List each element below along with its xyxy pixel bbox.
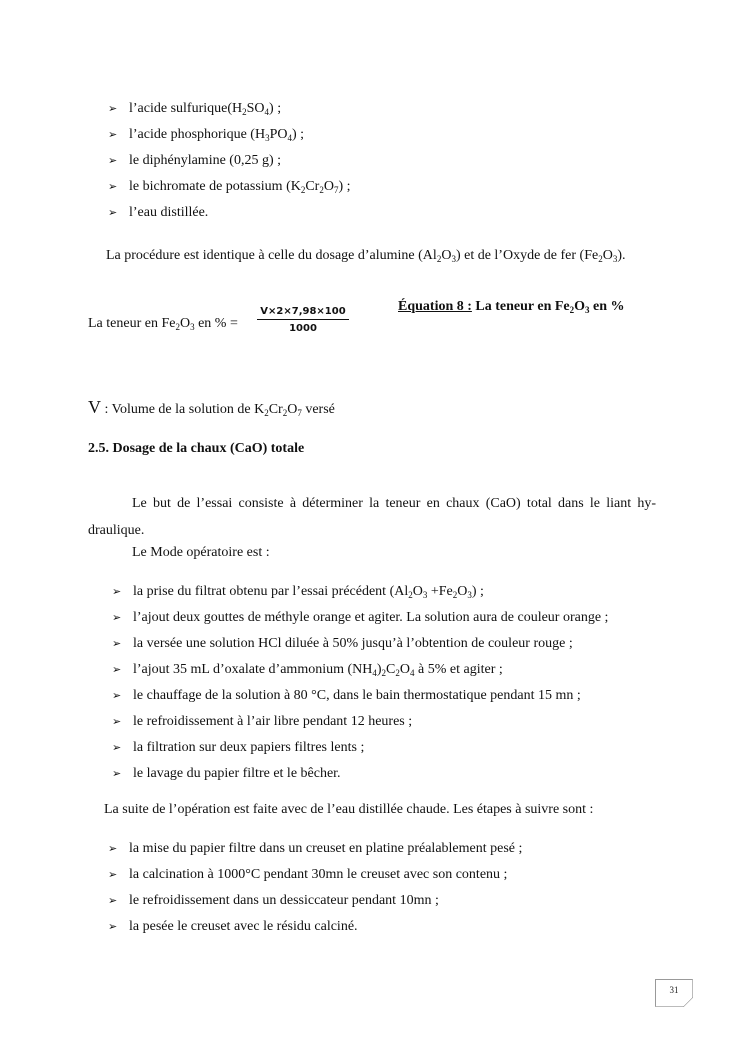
arrow-bullet-icon: ➢ bbox=[108, 920, 118, 933]
arrow-bullet-icon: ➢ bbox=[108, 102, 118, 115]
arrow-bullet-icon: ➢ bbox=[112, 741, 122, 754]
intro-paragraph: Le but de l’essai consiste à déterminer la teneur en chaux (CaO) total dans le liant hy-draulique. bbox=[88, 496, 656, 538]
list-item-text: l’ajout deux gouttes de méthyle orange et agiter. La solution aura de couleur orange ; bbox=[133, 610, 609, 625]
list-item-text: le refroidissement à l’air libre pendant 12 heures ; bbox=[133, 714, 413, 729]
list-item-text: l’eau distillée. bbox=[129, 205, 209, 220]
arrow-bullet-icon: ➢ bbox=[108, 180, 118, 193]
arrow-bullet-icon: ➢ bbox=[112, 611, 122, 624]
arrow-bullet-icon: ➢ bbox=[112, 637, 122, 650]
list-item-text: la versée une solution HCl diluée à 50% jusqu’à l’obtention de couleur rouge ; bbox=[133, 636, 573, 651]
formula-numerator: V×2×7,98×100 bbox=[257, 306, 349, 320]
suite-paragraph: La suite de l’opération est faite avec de l’eau distillée chaude. Les étapes à suivre sont : bbox=[104, 802, 594, 817]
list-item-text: la mise du papier filtre dans un creuset en platine préalablement pesé ; bbox=[129, 841, 523, 856]
list-item-text: la pesée le creuset avec le résidu calciné. bbox=[129, 919, 358, 934]
arrow-bullet-icon: ➢ bbox=[108, 154, 118, 167]
arrow-bullet-icon: ➢ bbox=[112, 663, 122, 676]
page-fold-corner bbox=[683, 997, 693, 1007]
list-item-text: le chauffage de la solution à 80 °C, dans le bain thermostatique pendant 15 mn ; bbox=[133, 688, 581, 703]
arrow-bullet-icon: ➢ bbox=[108, 206, 118, 219]
list-item-text: l’ajout 35 mL d’oxalate d’ammonium $(NH_4)_2C_2O_4$ à 5% et agiter ; bbox=[133, 662, 503, 678]
list-item-text: le diphénylamine (0,25 g) ; bbox=[129, 153, 282, 168]
variable-note: V : Volume de la solution de $K_2Cr_2O_7$ versé bbox=[88, 397, 335, 418]
arrow-bullet-icon: ➢ bbox=[108, 128, 118, 141]
formula-label: La teneur en $Fe_2O_3$ en % = bbox=[88, 316, 238, 332]
list-item-text: la prise du filtrat obtenu par l’essai précédent $(Al_2O_3 +Fe_2O_3)$ ; bbox=[133, 584, 484, 600]
list-item-text: le bichromate de potassium $(K_2Cr_2O_7)$ ; bbox=[129, 179, 351, 195]
list-item-text: l’acide $sulfurique(H_2SO_4)$ ; bbox=[129, 101, 282, 117]
list-item-text: l’acide phosphorique $(H_3PO_4)$ ; bbox=[129, 127, 305, 143]
arrow-bullet-icon: ➢ bbox=[108, 842, 118, 855]
list-item-text: le lavage du papier filtre et le bêcher. bbox=[133, 766, 341, 781]
list-item-text: le refroidissement dans un dessiccateur pendant 10mn ; bbox=[129, 893, 439, 908]
list-item-text: la calcination à 1000°C pendant 30mn le creuset avec son contenu ; bbox=[129, 867, 508, 882]
arrow-bullet-icon: ➢ bbox=[112, 585, 122, 598]
section-heading: 2.5. Dosage de la chaux (CaO) totale bbox=[88, 441, 305, 456]
procedure-paragraph: La procédure est identique à celle du dosage d’alumine $(Al_2O_3)$ et de l’Oxyde de fer $(Fe_2O_3)$. bbox=[106, 248, 626, 264]
mode-label: Le Mode opératoire est : bbox=[132, 545, 270, 560]
arrow-bullet-icon: ➢ bbox=[112, 715, 122, 728]
arrow-bullet-icon: ➢ bbox=[108, 868, 118, 881]
formula-fraction bbox=[257, 306, 349, 334]
arrow-bullet-icon: ➢ bbox=[112, 767, 122, 780]
equation-label: Équation 8 : La teneur en $Fe_2O_3$ en % bbox=[398, 299, 625, 315]
arrow-bullet-icon: ➢ bbox=[108, 894, 118, 907]
list-item-text: la filtration sur deux papiers filtres lents ; bbox=[133, 740, 365, 755]
page-number: 31 bbox=[655, 979, 693, 1007]
formula-denominator: 1000 bbox=[289, 323, 317, 334]
arrow-bullet-icon: ➢ bbox=[112, 689, 122, 702]
